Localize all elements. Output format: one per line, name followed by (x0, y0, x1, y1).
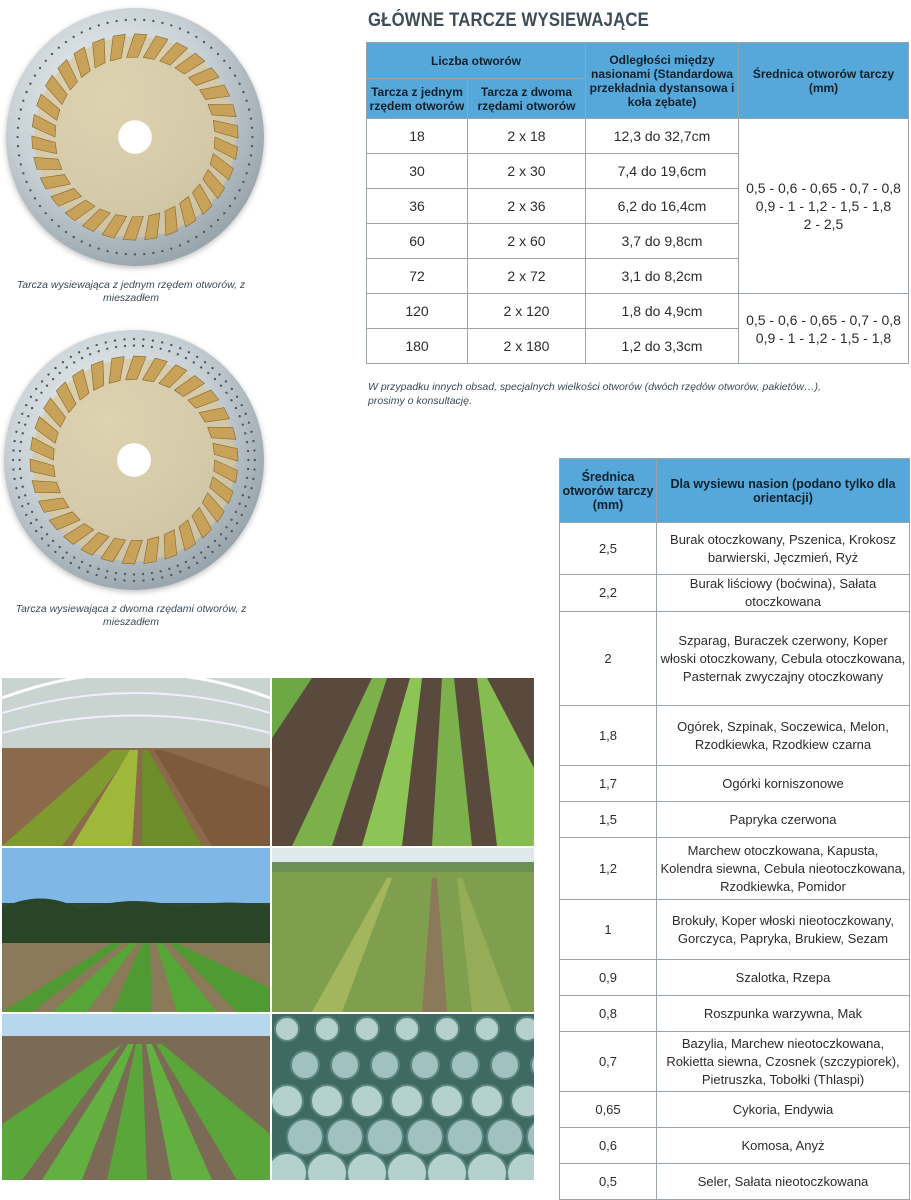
hole-count-table (366, 42, 909, 364)
table-row (560, 996, 910, 1032)
seed-types: Ogórek, Szpinak, Soczewica, Melon, Rzodkiewka, Rzodkiew czarna (657, 706, 910, 766)
seed-types: Burak liściowy (boćwina), Sałata otoczkowana (657, 575, 910, 612)
lettuce-field-photo (2, 1014, 270, 1180)
double-row-count: 2 x 30 (468, 154, 586, 189)
seed-type-table (559, 458, 910, 1200)
seed-types: Papryka czerwona (657, 802, 910, 838)
hole-diameter-header: Średnica otworów tarczy (mm) (560, 459, 657, 523)
seed-distance: 1,2 do 3,3cm (586, 329, 739, 364)
table-row (367, 119, 909, 154)
table-row (560, 523, 910, 575)
seed-types: Burak otoczkowany, Pszenica, Krokosz barwierski, Jęczmień, Ryż (657, 523, 910, 575)
seed-distance: 3,1 do 8,2cm (586, 259, 739, 294)
table-row (560, 960, 910, 996)
double-row-count: 2 x 60 (468, 224, 586, 259)
table-row (560, 612, 910, 706)
single-row-count: 36 (367, 189, 468, 224)
lettuce-rows-photo (272, 678, 534, 846)
table-row (367, 294, 909, 329)
seed-types: Roszpunka warzywna, Mak (657, 996, 910, 1032)
hole-diameter-value: 0,8 (560, 996, 657, 1032)
diameter-line: 2 - 2,5 (803, 216, 844, 232)
table-row (560, 900, 910, 960)
diameter-line: 0,9 - 1 - 1,2 - 1,5 - 1,8 (755, 329, 892, 346)
onion-field-photo (272, 848, 534, 1012)
consultation-note: W przypadku innych obsad, specjalnych wielkości otworów (dwóch rzędów otworów, pakietów…), prosimy o konsultację. (368, 381, 821, 407)
hole-diameter-value: 0,6 (560, 1128, 657, 1164)
table-row (560, 802, 910, 838)
hole-diameter-list (739, 294, 909, 364)
seed-types: Szalotka, Rzepa (657, 960, 910, 996)
seed-distance: 3,7 do 9,8cm (586, 224, 739, 259)
double-row-count: 2 x 120 (468, 294, 586, 329)
field-rows-photo (2, 848, 270, 1012)
hole-diameter-value: 0,7 (560, 1032, 657, 1092)
table-row (560, 706, 910, 766)
hole-diameter-value: 0,9 (560, 960, 657, 996)
single-row-count: 60 (367, 224, 468, 259)
seed-types: Marchew otoczkowana, Kapusta, Kolendra siewna, Cebula nieotoczkowana, Rzodkiewka, Pomidor (657, 838, 910, 900)
seed-types: Szparag, Buraczek czerwony, Koper włoski otoczkowany, Cebula otoczkowana, Pasternak zwyczajny otoczkowany (657, 612, 910, 706)
double-row-header: Tarcza z dwoma rzędami otworów (468, 79, 586, 119)
seed-types: Komosa, Anyż (657, 1128, 910, 1164)
seed-disc-double-row-caption: Tarcza wysiewająca z dwoma rzędami otworów, z mieszadłem (15, 603, 247, 628)
seed-distance: 6,2 do 16,4cm (586, 189, 739, 224)
hole-diameter-value: 0,65 (560, 1092, 657, 1128)
single-row-count: 180 (367, 329, 468, 364)
hole-diameter-value: 2 (560, 612, 657, 706)
seed-disc-single-row-image (6, 8, 264, 266)
hole-diameter-value: 2,5 (560, 523, 657, 575)
hole-diameter-value: 1,8 (560, 706, 657, 766)
hole-diameter-value: 1,2 (560, 838, 657, 900)
hole-diameter-value: 1 (560, 900, 657, 960)
seed-types: Ogórki korniszonowe (657, 766, 910, 802)
table-row (560, 766, 910, 802)
seed-distance: 1,8 do 4,9cm (586, 294, 739, 329)
seed-types: Bazylia, Marchew nieotoczkowana, Rokietta siewna, Czosnek (szczypiorek), Pietruszka, Tobołki (Thlaspi) (657, 1032, 910, 1092)
hole-diameter-value: 1,5 (560, 802, 657, 838)
greenhouse-photo (2, 678, 270, 846)
seed-disc-single-row-drawing (6, 8, 264, 266)
hole-diameter-header: Średnica otworów tarczy (mm) (739, 43, 909, 119)
single-row-header: Tarcza z jednym rzędem otworów (367, 79, 468, 119)
double-row-count: 2 x 36 (468, 189, 586, 224)
diameter-line: 0,9 - 1 - 1,2 - 1,5 - 1,8 (755, 198, 892, 214)
hole-diameter-list (739, 119, 909, 294)
seed-distance: 7,4 do 19,6cm (586, 154, 739, 189)
hole-diameter-value: 0,5 (560, 1164, 657, 1200)
hole-diameter-value: 1,7 (560, 766, 657, 802)
single-row-count: 72 (367, 259, 468, 294)
page-title: GŁÓWNE TARCZE WYSIEWAJĄCE (368, 10, 649, 31)
table-row (560, 575, 910, 612)
seed-disc-single-row-caption: Tarcza wysiewająca z jednym rzędem otworów, z mieszadłem (16, 279, 246, 304)
table-row (560, 1032, 910, 1092)
cabbage-field-photo (272, 1014, 534, 1180)
diameter-line: 0,5 - 0,6 - 0,65 - 0,7 - 0,8 (746, 311, 901, 328)
hole-count-group-header: Liczba otworów (367, 43, 586, 79)
seed-disc-double-row-image (4, 330, 264, 590)
single-row-count: 18 (367, 119, 468, 154)
seed-types-header: Dla wysiewu nasion (podano tylko dla orientacji) (657, 459, 910, 523)
double-row-count: 2 x 180 (468, 329, 586, 364)
double-row-count: 2 x 72 (468, 259, 586, 294)
diameter-line: 0,5 - 0,6 - 0,65 - 0,7 - 0,8 (746, 180, 901, 196)
seed-types: Cykoria, Endywia (657, 1092, 910, 1128)
seed-types: Brokuły, Koper włoski nieotoczkowany, Gorczyca, Papryka, Brukiew, Sezam (657, 900, 910, 960)
table-row (560, 838, 910, 900)
double-row-count: 2 x 18 (468, 119, 586, 154)
table-row (560, 1128, 910, 1164)
table-row (560, 1164, 910, 1200)
seed-distance-header: Odległości między nasionami (Standardowa przekładnia dystansowa i koła zębate) (586, 43, 739, 119)
hole-diameter-value: 2,2 (560, 575, 657, 612)
single-row-count: 30 (367, 154, 468, 189)
table-row (560, 1092, 910, 1128)
single-row-count: 120 (367, 294, 468, 329)
seed-distance: 12,3 do 32,7cm (586, 119, 739, 154)
seed-types: Seler, Sałata nieotoczkowana (657, 1164, 910, 1200)
seed-disc-double-row-drawing (4, 330, 264, 590)
